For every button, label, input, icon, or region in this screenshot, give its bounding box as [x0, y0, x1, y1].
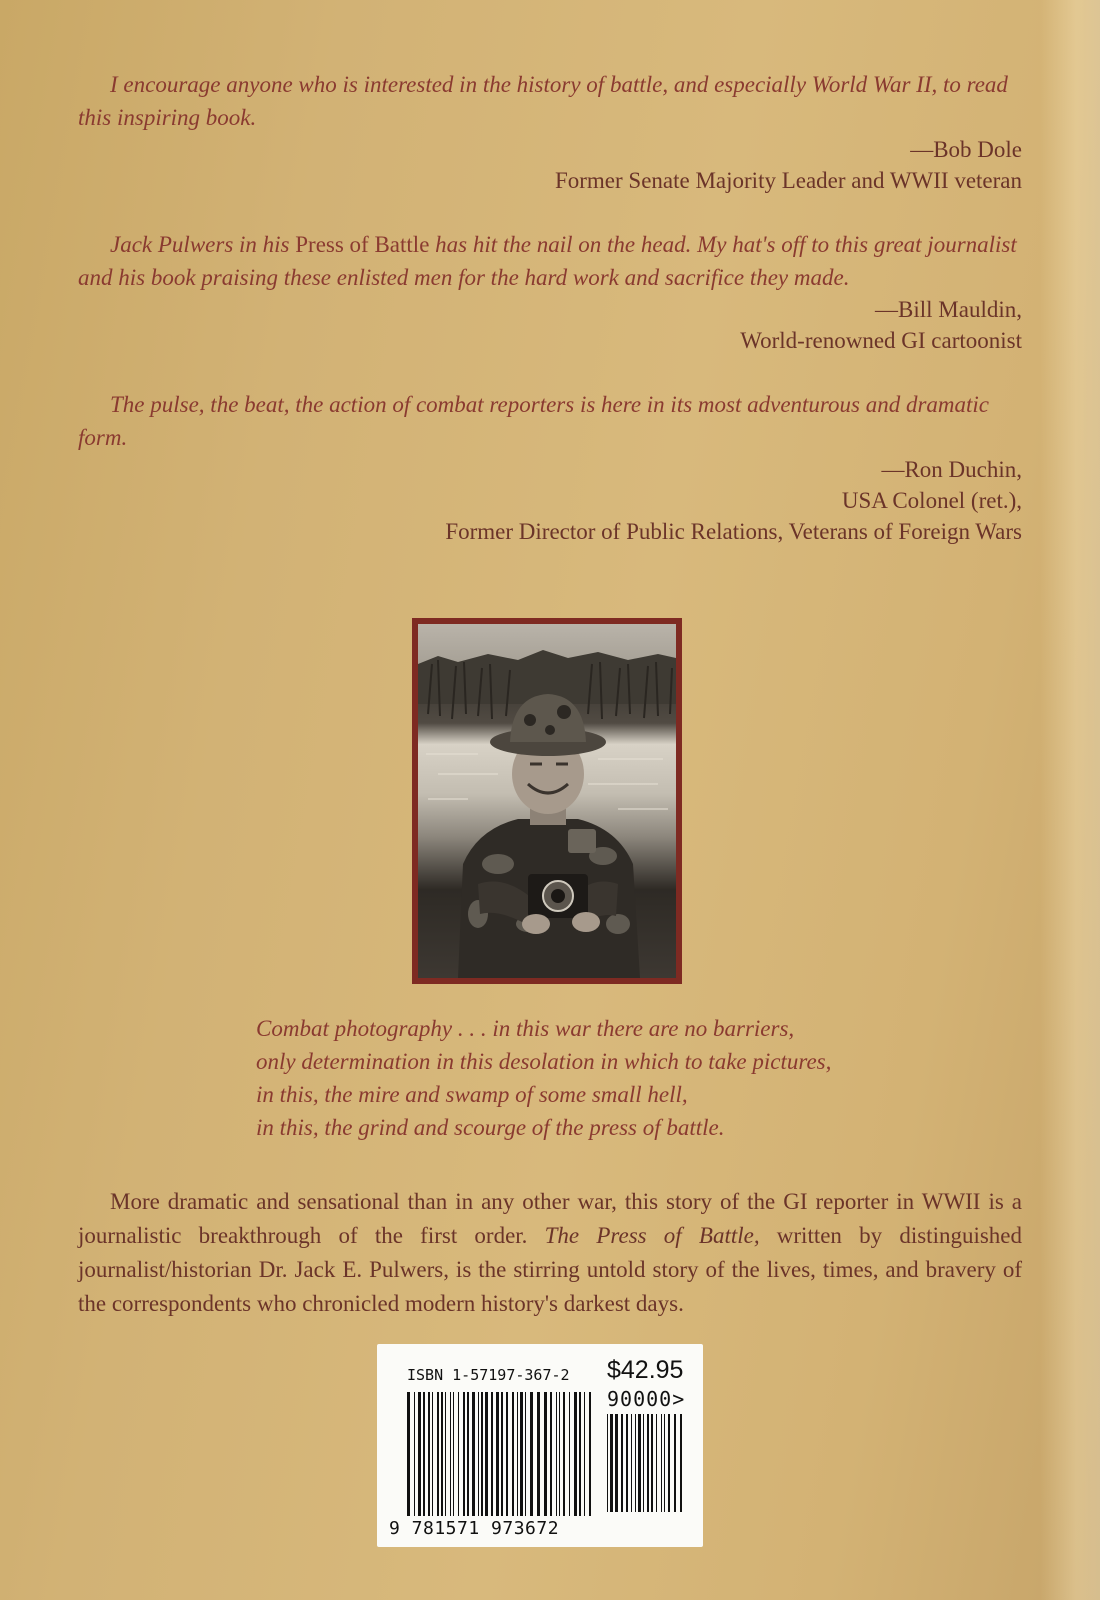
endorsement-quote-duchin — [78, 388, 1022, 547]
barcode-bar — [423, 1392, 425, 1516]
barcode-bar — [607, 1414, 608, 1512]
barcode-bar — [579, 1392, 581, 1516]
barcode-bar — [463, 1392, 465, 1516]
quote-attribution-name: —Bob Dole — [910, 137, 1022, 162]
barcode-bar — [668, 1414, 670, 1512]
caption-line: Combat photography . . . in this war there are no barriers, — [256, 1016, 795, 1041]
barcode-bar — [517, 1392, 518, 1516]
ean-digits: 9 781571 973672 — [389, 1518, 560, 1539]
barcode-bar — [478, 1392, 479, 1516]
description-text: More dramatic and sensational than in any other war, this story of the GI reporter in WWII is a journalistic breakthrough of the first order. — [78, 1189, 1022, 1248]
price-addon-code: 90000> — [607, 1387, 686, 1411]
quote-text — [78, 68, 1022, 134]
barcode-bar — [638, 1414, 641, 1512]
barcode-bar — [496, 1392, 499, 1516]
barcode-bar — [635, 1414, 636, 1512]
endorsement-quote-dole — [78, 68, 1022, 196]
barcode-bar — [544, 1392, 547, 1516]
barcode-bar — [491, 1392, 493, 1516]
barcode-bar — [467, 1392, 469, 1516]
book-description — [78, 1185, 1022, 1321]
barcode-bar — [418, 1392, 421, 1516]
barcode-bar — [569, 1392, 570, 1516]
endorsement-quote-mauldin — [78, 228, 1022, 356]
barcode-bar — [674, 1414, 676, 1512]
caption-line: only determination in this desolation in which to take pictures, — [256, 1049, 832, 1074]
barcode-bar — [559, 1392, 560, 1516]
author-photo — [418, 624, 676, 978]
barcode-bar — [445, 1392, 446, 1516]
barcode-bar — [485, 1392, 488, 1516]
barcode-bar — [506, 1392, 508, 1516]
quote-text-segment: The pulse, the beat, the action of combat reporters is here in its most adventurous and dramatic form. — [78, 392, 990, 450]
barcode-bar — [407, 1392, 410, 1516]
barcode-bar — [661, 1414, 662, 1512]
caption-line: in this, the grind and scourge of the press of battle. — [256, 1115, 725, 1140]
barcode-bar — [647, 1414, 649, 1512]
barcode-bar — [550, 1392, 552, 1516]
quote-attribution-title: Former Director of Public Relations, Veterans of Foreign Wars — [445, 519, 1022, 544]
photo-illustration — [418, 624, 676, 978]
barcode-bar — [414, 1392, 415, 1516]
author-photo-frame — [412, 618, 682, 984]
photo-caption — [256, 1012, 896, 1144]
price: $42.95 — [607, 1356, 684, 1384]
ean-barcode-bars — [407, 1392, 597, 1516]
barcode-bar — [610, 1414, 613, 1512]
description-book-title: The Press of Battle, — [544, 1223, 760, 1248]
quote-attribution-title: Former Senate Majority Leader and WWII veteran — [554, 168, 1022, 193]
barcode-bar — [481, 1392, 483, 1516]
barcode-bar — [428, 1392, 430, 1516]
quote-attribution-name: —Ron Duchin, — [881, 457, 1022, 482]
barcode-bar — [584, 1392, 585, 1516]
barcode-bar — [574, 1392, 577, 1516]
barcode-bar — [453, 1392, 454, 1516]
quote-text — [78, 388, 1022, 454]
barcode-bar — [437, 1392, 439, 1516]
barcode-bar — [520, 1392, 523, 1516]
addon-barcode-bars — [607, 1414, 687, 1512]
barcode-bar — [530, 1392, 533, 1516]
quote-attribution-title: World-renowned GI cartoonist — [740, 328, 1022, 353]
barcode-bar — [621, 1414, 623, 1512]
barcode-bar — [458, 1392, 459, 1516]
barcode-bar — [525, 1392, 526, 1516]
barcode-bar — [441, 1392, 443, 1516]
isbn-barcode-label — [377, 1344, 703, 1547]
description-text: written by distinguished journalist/historian Dr. Jack E. Pulwers, is the stirring untold story of the lives, times, and bravery of the correspondents who chronicled modern history's darkest days. — [78, 1223, 1023, 1316]
quote-attribution-rank: USA Colonel (ret.), — [841, 488, 1022, 513]
quote-text-segment: I encourage anyone who is interested in the history of battle, and especially World War II, to read this inspiring book. — [78, 72, 1008, 130]
barcode-bar — [501, 1392, 503, 1516]
barcode-bar — [615, 1414, 618, 1512]
caption-line: in this, the mire and swamp of some small hell, — [256, 1082, 688, 1107]
quote-attribution-name: —Bill Mauldin, — [875, 297, 1022, 322]
quote-book-title: Press of Battle — [295, 232, 430, 257]
barcode-bar — [680, 1414, 682, 1512]
barcode-bar — [664, 1414, 665, 1512]
barcode-bar — [656, 1414, 657, 1512]
barcode-bar — [563, 1392, 565, 1516]
barcode-bar — [432, 1392, 433, 1516]
quote-text-segment: Jack Pulwers in his — [110, 232, 296, 257]
quote-text-segment: has hit the nail on the head. My hat's off to this great journalist and his book praising these enlisted men for the hard work and sacrifice they made. — [78, 232, 1017, 290]
barcode-bar — [472, 1392, 475, 1516]
barcode-bar — [512, 1392, 514, 1516]
barcode-bar — [631, 1414, 632, 1512]
quote-text — [78, 228, 1022, 294]
barcode-bar — [556, 1392, 557, 1516]
barcode-bar — [589, 1392, 591, 1516]
barcode-bar — [651, 1414, 653, 1512]
isbn-number: ISBN 1-57197-367-2 — [407, 1366, 570, 1384]
barcode-bar — [537, 1392, 540, 1516]
barcode-bar — [626, 1414, 628, 1512]
barcode-bar — [643, 1414, 644, 1512]
barcode-bar — [450, 1392, 451, 1516]
